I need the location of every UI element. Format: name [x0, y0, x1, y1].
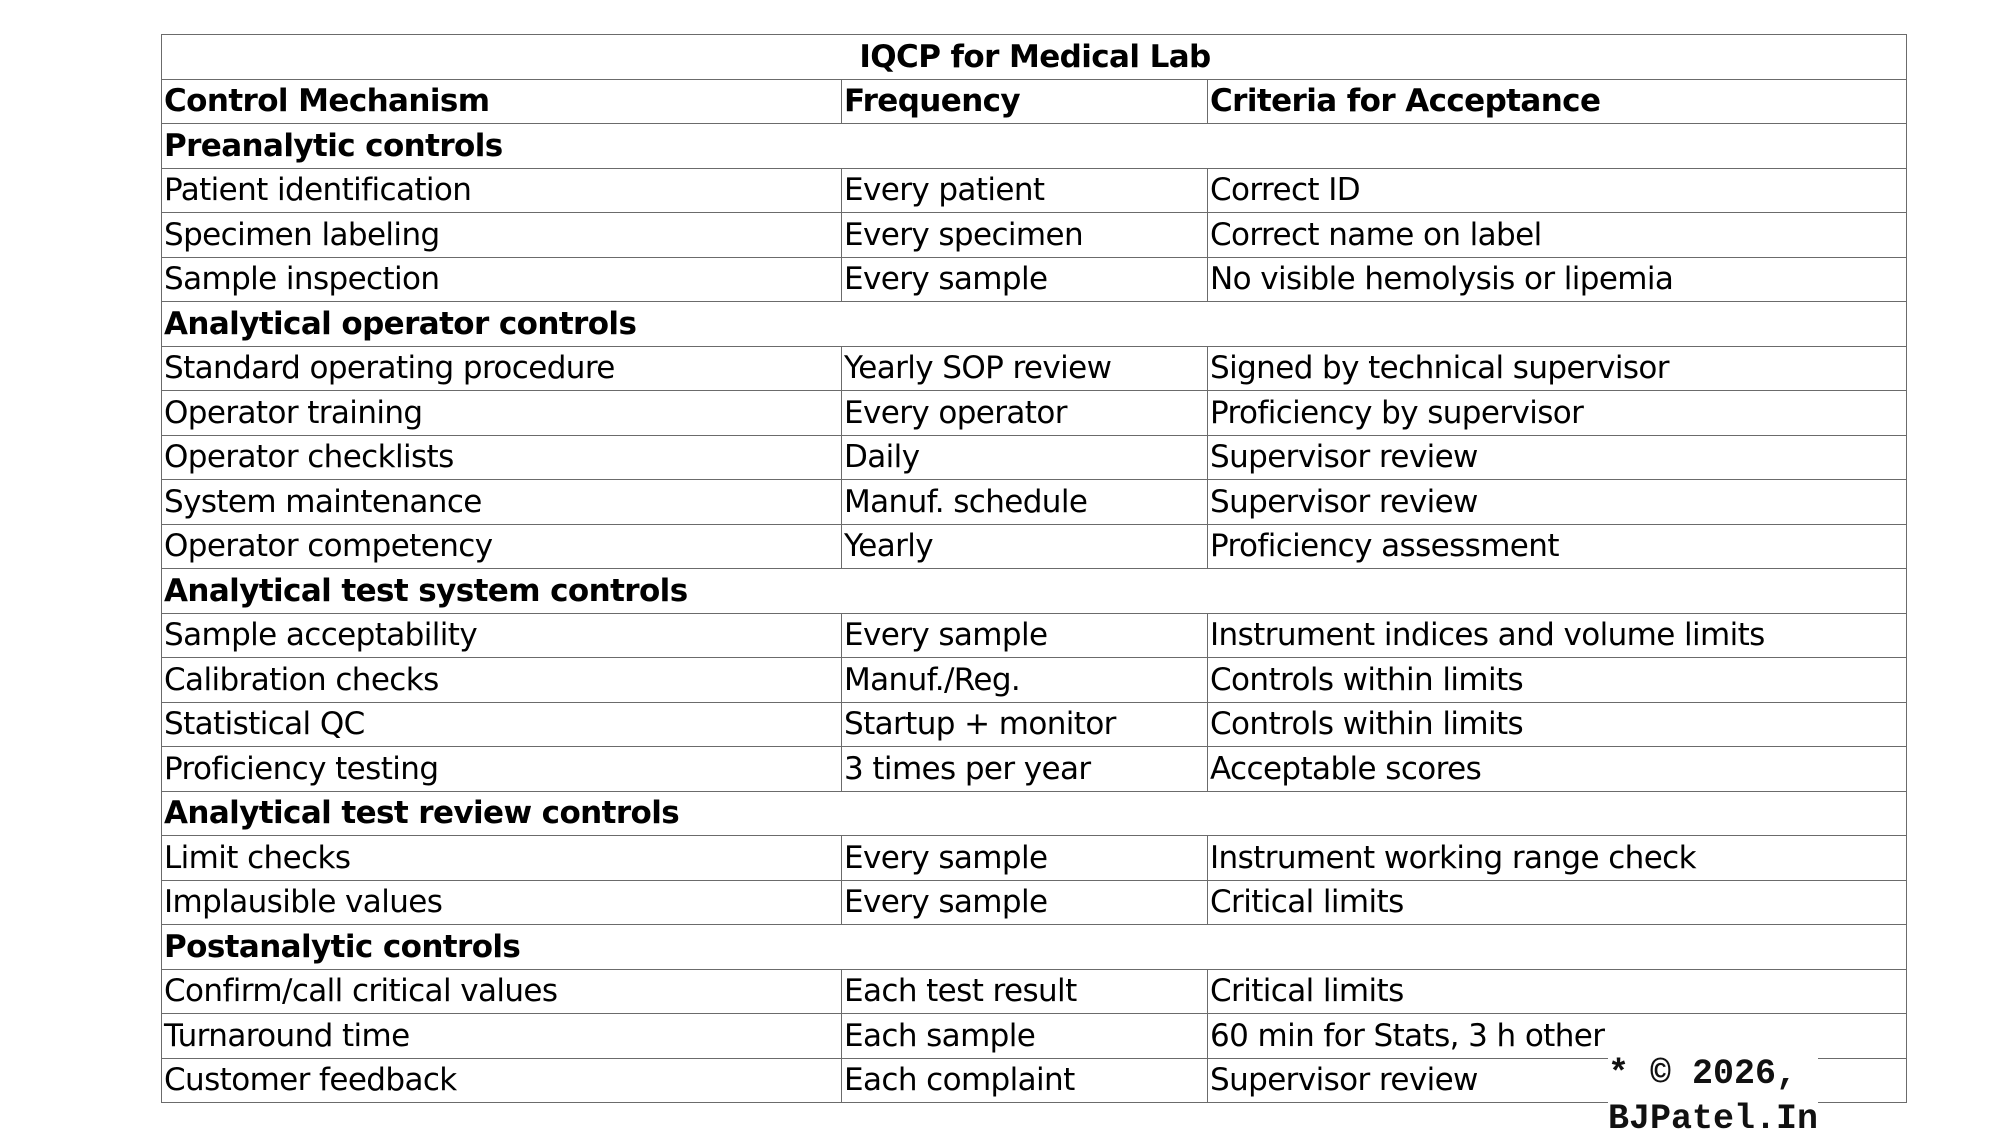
section-header-row	[162, 124, 1907, 169]
cell-criteria: Critical limits	[1208, 969, 1907, 1014]
cell-criteria: Correct ID	[1208, 168, 1907, 213]
cell-control-mechanism: Calibration checks	[162, 658, 842, 703]
section-heading: Analytical operator controls	[162, 302, 1907, 347]
section-heading: Analytical test review controls	[162, 791, 1907, 836]
header-criteria-for-acceptance: Criteria for Acceptance	[1208, 79, 1907, 124]
header-row	[162, 79, 1907, 124]
cell-criteria: Correct name on label	[1208, 213, 1907, 258]
cell-frequency: 3 times per year	[842, 747, 1208, 792]
cell-control-mechanism: Customer feedback	[162, 1058, 842, 1103]
cell-control-mechanism: System maintenance	[162, 480, 842, 525]
cell-frequency: Every patient	[842, 168, 1208, 213]
cell-frequency: Yearly	[842, 524, 1208, 569]
table-row	[162, 702, 1907, 747]
watermark-line-1: * © 2026,	[1608, 1054, 1798, 1094]
cell-frequency: Every sample	[842, 836, 1208, 881]
section-header-row	[162, 302, 1907, 347]
table-row	[162, 613, 1907, 658]
cell-frequency: Daily	[842, 435, 1208, 480]
cell-control-mechanism: Operator checklists	[162, 435, 842, 480]
cell-criteria: Controls within limits	[1208, 658, 1907, 703]
cell-control-mechanism: Patient identification	[162, 168, 842, 213]
cell-control-mechanism: Proficiency testing	[162, 747, 842, 792]
table-row	[162, 658, 1907, 703]
cell-criteria: Supervisor review	[1208, 480, 1907, 525]
cell-frequency: Manuf./Reg.	[842, 658, 1208, 703]
cell-criteria: Instrument working range check	[1208, 836, 1907, 881]
section-header-row	[162, 569, 1907, 614]
title-row	[162, 35, 1907, 80]
table-row	[162, 880, 1907, 925]
cell-control-mechanism: Specimen labeling	[162, 213, 842, 258]
watermark-line-2: BJPatel.In	[1608, 1099, 1819, 1139]
cell-control-mechanism: Implausible values	[162, 880, 842, 925]
table-row	[162, 969, 1907, 1014]
cell-control-mechanism: Statistical QC	[162, 702, 842, 747]
cell-criteria: Proficiency by supervisor	[1208, 391, 1907, 436]
table-row	[162, 346, 1907, 391]
cell-control-mechanism: Operator training	[162, 391, 842, 436]
table-row	[162, 257, 1907, 302]
table-row	[162, 747, 1907, 792]
cell-control-mechanism: Sample acceptability	[162, 613, 842, 658]
section-heading: Analytical test system controls	[162, 569, 1907, 614]
table-row	[162, 391, 1907, 436]
cell-frequency: Each complaint	[842, 1058, 1208, 1103]
cell-frequency: Startup + monitor	[842, 702, 1208, 747]
table-row	[162, 213, 1907, 258]
cell-criteria: Supervisor review	[1208, 1058, 1907, 1103]
section-heading: Postanalytic controls	[162, 925, 1907, 970]
cell-criteria: Supervisor review	[1208, 435, 1907, 480]
cell-criteria: No visible hemolysis or lipemia	[1208, 257, 1907, 302]
cell-control-mechanism: Sample inspection	[162, 257, 842, 302]
cell-criteria: Instrument indices and volume limits	[1208, 613, 1907, 658]
section-header-row	[162, 925, 1907, 970]
cell-criteria: Signed by technical supervisor	[1208, 346, 1907, 391]
cell-frequency: Each test result	[842, 969, 1208, 1014]
table-body	[162, 124, 1907, 1103]
header-control-mechanism: Control Mechanism	[162, 79, 842, 124]
cell-frequency: Yearly SOP review	[842, 346, 1208, 391]
cell-control-mechanism: Operator competency	[162, 524, 842, 569]
section-header-row	[162, 791, 1907, 836]
table-row	[162, 836, 1907, 881]
table-row	[162, 480, 1907, 525]
copyright-watermark	[1608, 1052, 1818, 1142]
cell-frequency: Every sample	[842, 880, 1208, 925]
cell-frequency: Every sample	[842, 613, 1208, 658]
cell-frequency: Every specimen	[842, 213, 1208, 258]
cell-frequency: Every operator	[842, 391, 1208, 436]
table-row	[162, 524, 1907, 569]
cell-control-mechanism: Standard operating procedure	[162, 346, 842, 391]
iqcp-table	[161, 34, 1907, 1103]
table-row	[162, 435, 1907, 480]
cell-criteria: Proficiency assessment	[1208, 524, 1907, 569]
cell-frequency: Manuf. schedule	[842, 480, 1208, 525]
table-title: IQCP for Medical Lab	[162, 35, 1907, 80]
cell-criteria: Controls within limits	[1208, 702, 1907, 747]
table-row	[162, 168, 1907, 213]
cell-criteria: Acceptable scores	[1208, 747, 1907, 792]
cell-frequency: Every sample	[842, 257, 1208, 302]
cell-control-mechanism: Confirm/call critical values	[162, 969, 842, 1014]
cell-criteria: 60 min for Stats, 3 h other	[1208, 1014, 1907, 1059]
header-frequency: Frequency	[842, 79, 1208, 124]
cell-control-mechanism: Turnaround time	[162, 1014, 842, 1059]
section-heading: Preanalytic controls	[162, 124, 1907, 169]
cell-criteria: Critical limits	[1208, 880, 1907, 925]
cell-control-mechanism: Limit checks	[162, 836, 842, 881]
cell-frequency: Each sample	[842, 1014, 1208, 1059]
